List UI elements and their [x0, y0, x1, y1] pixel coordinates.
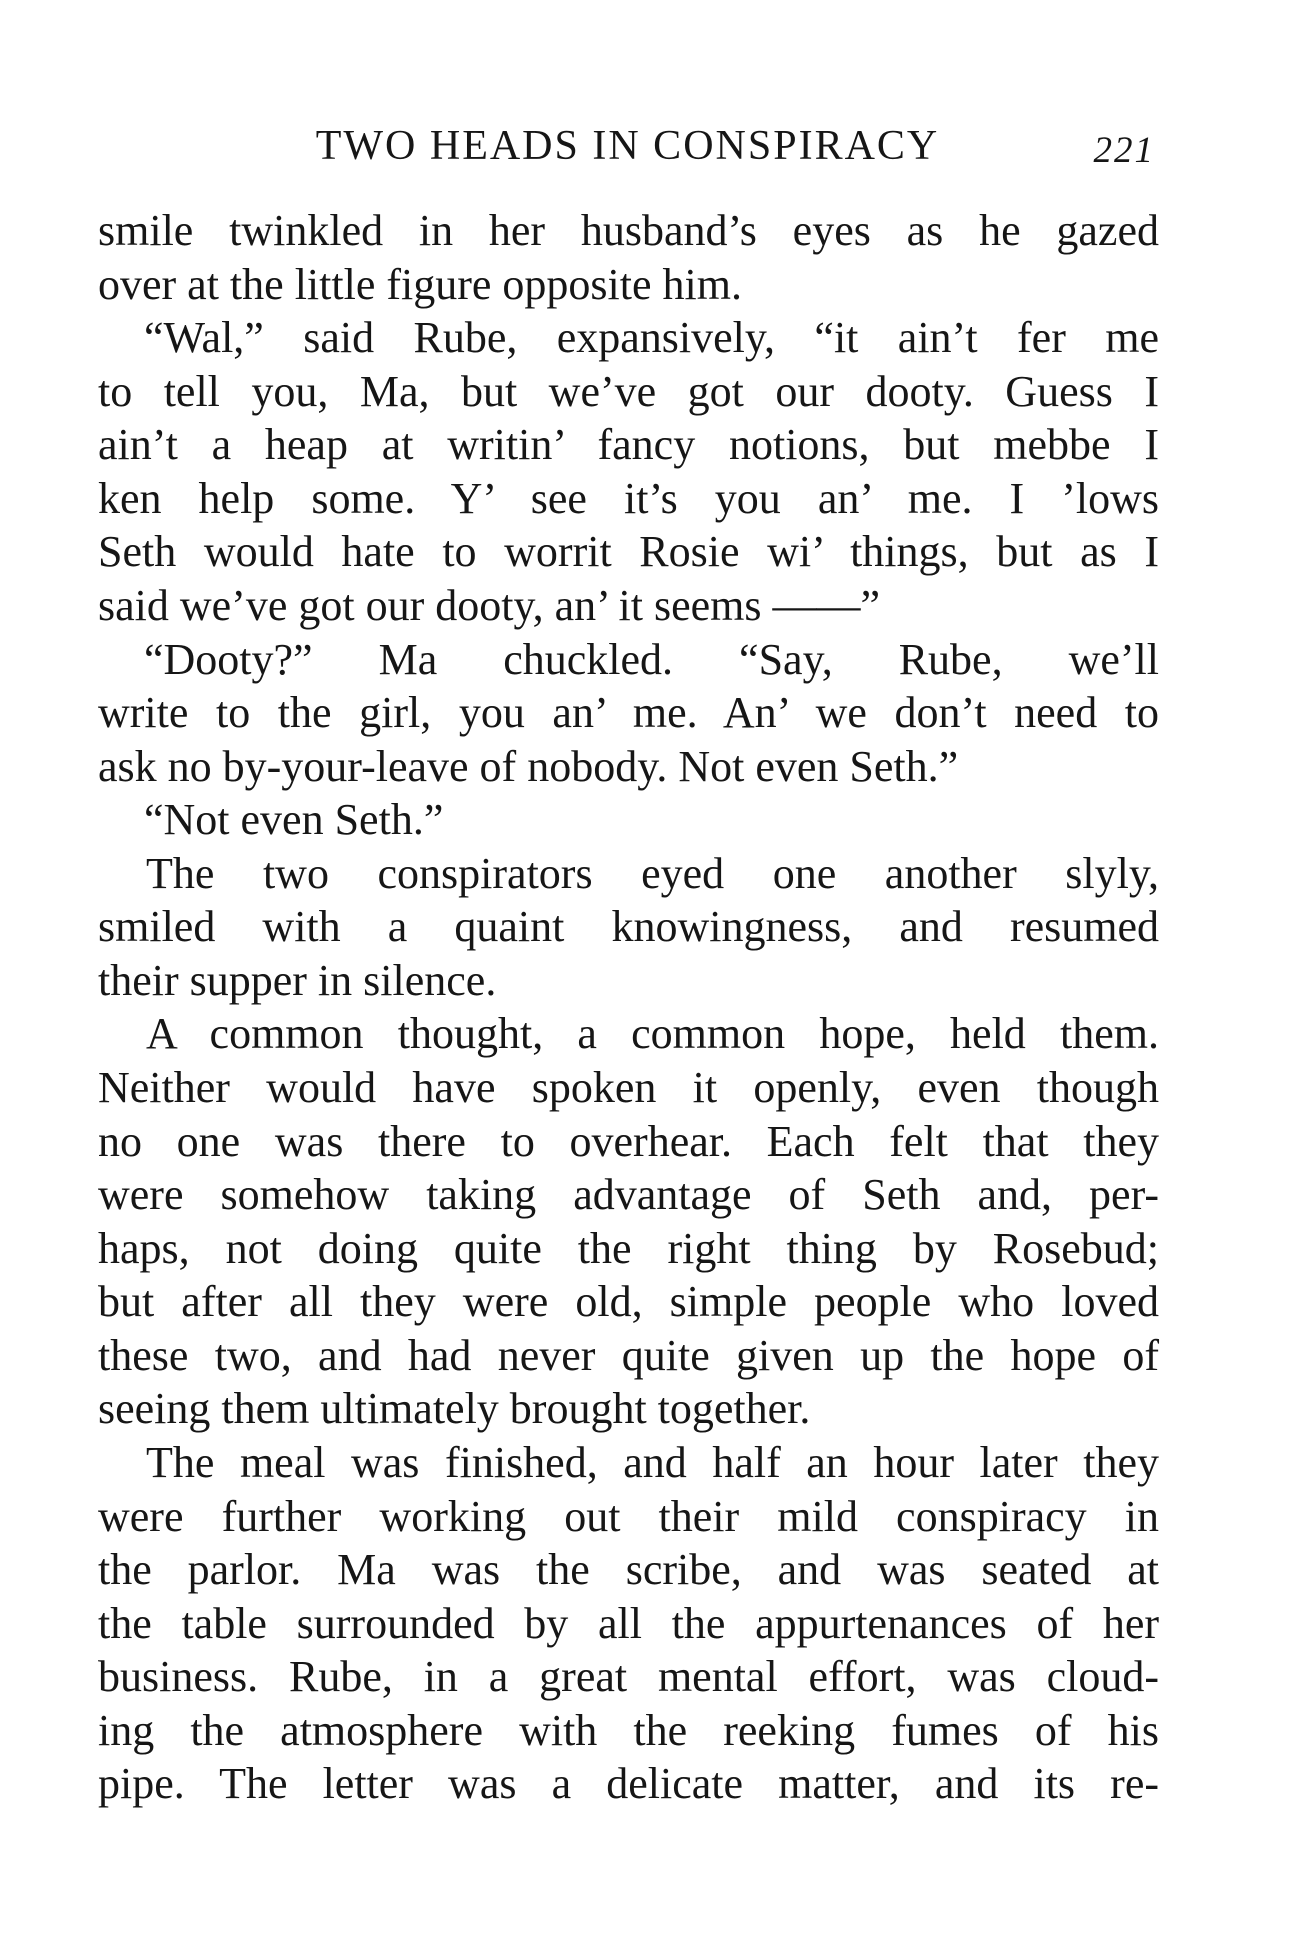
text-line: A common thought, a common hope, held them.	[146, 1009, 1159, 1059]
text-line: The meal was finished, and half an hour later they	[146, 1437, 1159, 1487]
text-line: pipe. The letter was a delicate matter, and its re-	[98, 1759, 1159, 1809]
running-head	[100, 118, 1155, 178]
text-line: to tell you, Ma, but we’ve got our dooty. Guess I	[98, 366, 1159, 416]
text-line: ing the atmosphere with the reeking fumes of his	[98, 1705, 1159, 1755]
text-line: no one was there to overhear. Each felt that they	[98, 1116, 1159, 1166]
text-line: The two conspirators eyed one another slyly,	[146, 848, 1159, 898]
text-line: the table surrounded by all the appurtenances of her	[98, 1598, 1159, 1648]
text-line: ken help some. Y’ see it’s you an’ me. I ’lows	[98, 473, 1159, 523]
text-line: write to the girl, you an’ me. An’ we don’t need to	[98, 688, 1159, 738]
page-number: 221	[1093, 130, 1155, 171]
text-line: ain’t a heap at writin’ fancy notions, but mebbe I	[98, 420, 1159, 470]
text-line: business. Rube, in a great mental effort, was cloud-	[98, 1652, 1159, 1702]
text-line: seeing them ultimately brought together.	[98, 1384, 811, 1434]
text-line: over at the little figure opposite him.	[98, 259, 742, 309]
text-line: these two, and had never quite given up the hope of	[98, 1330, 1159, 1380]
text-line: Seth would hate to worrit Rosie wi’ things, but as I	[98, 527, 1159, 577]
text-line: the parlor. Ma was the scribe, and was seated at	[98, 1545, 1159, 1595]
text-line: haps, not doing quite the right thing by Rosebud;	[98, 1223, 1159, 1273]
text-line: “Wal,” said Rube, expansively, “it ain’t fer me	[144, 313, 1159, 363]
text-line: Neither would have spoken it openly, even though	[98, 1063, 1159, 1112]
text-line: their supper in silence.	[98, 955, 497, 1005]
page-header-title: TWO HEADS IN CONSPIRACY	[315, 123, 940, 169]
text-line: smiled with a quaint knowingness, and resumed	[98, 902, 1159, 952]
text-line: but after all they were old, simple people who loved	[98, 1277, 1159, 1327]
text-line: “Dooty?” Ma chuckled. “Say, Rube, we’ll	[144, 634, 1159, 684]
body-text	[98, 204, 1159, 1811]
text-line: said we’ve got our dooty, an’ it seems ——”	[98, 580, 881, 630]
text-line: “Not even Seth.”	[144, 795, 444, 845]
text-line: smile twinkled in her husband’s eyes as he gazed	[98, 206, 1159, 255]
text-line: ask no by-your-leave of nobody. Not even Seth.”	[98, 741, 959, 791]
text-line: were somehow taking advantage of Seth and, per-	[98, 1170, 1159, 1220]
text-line: were further working out their mild conspiracy in	[98, 1491, 1159, 1541]
